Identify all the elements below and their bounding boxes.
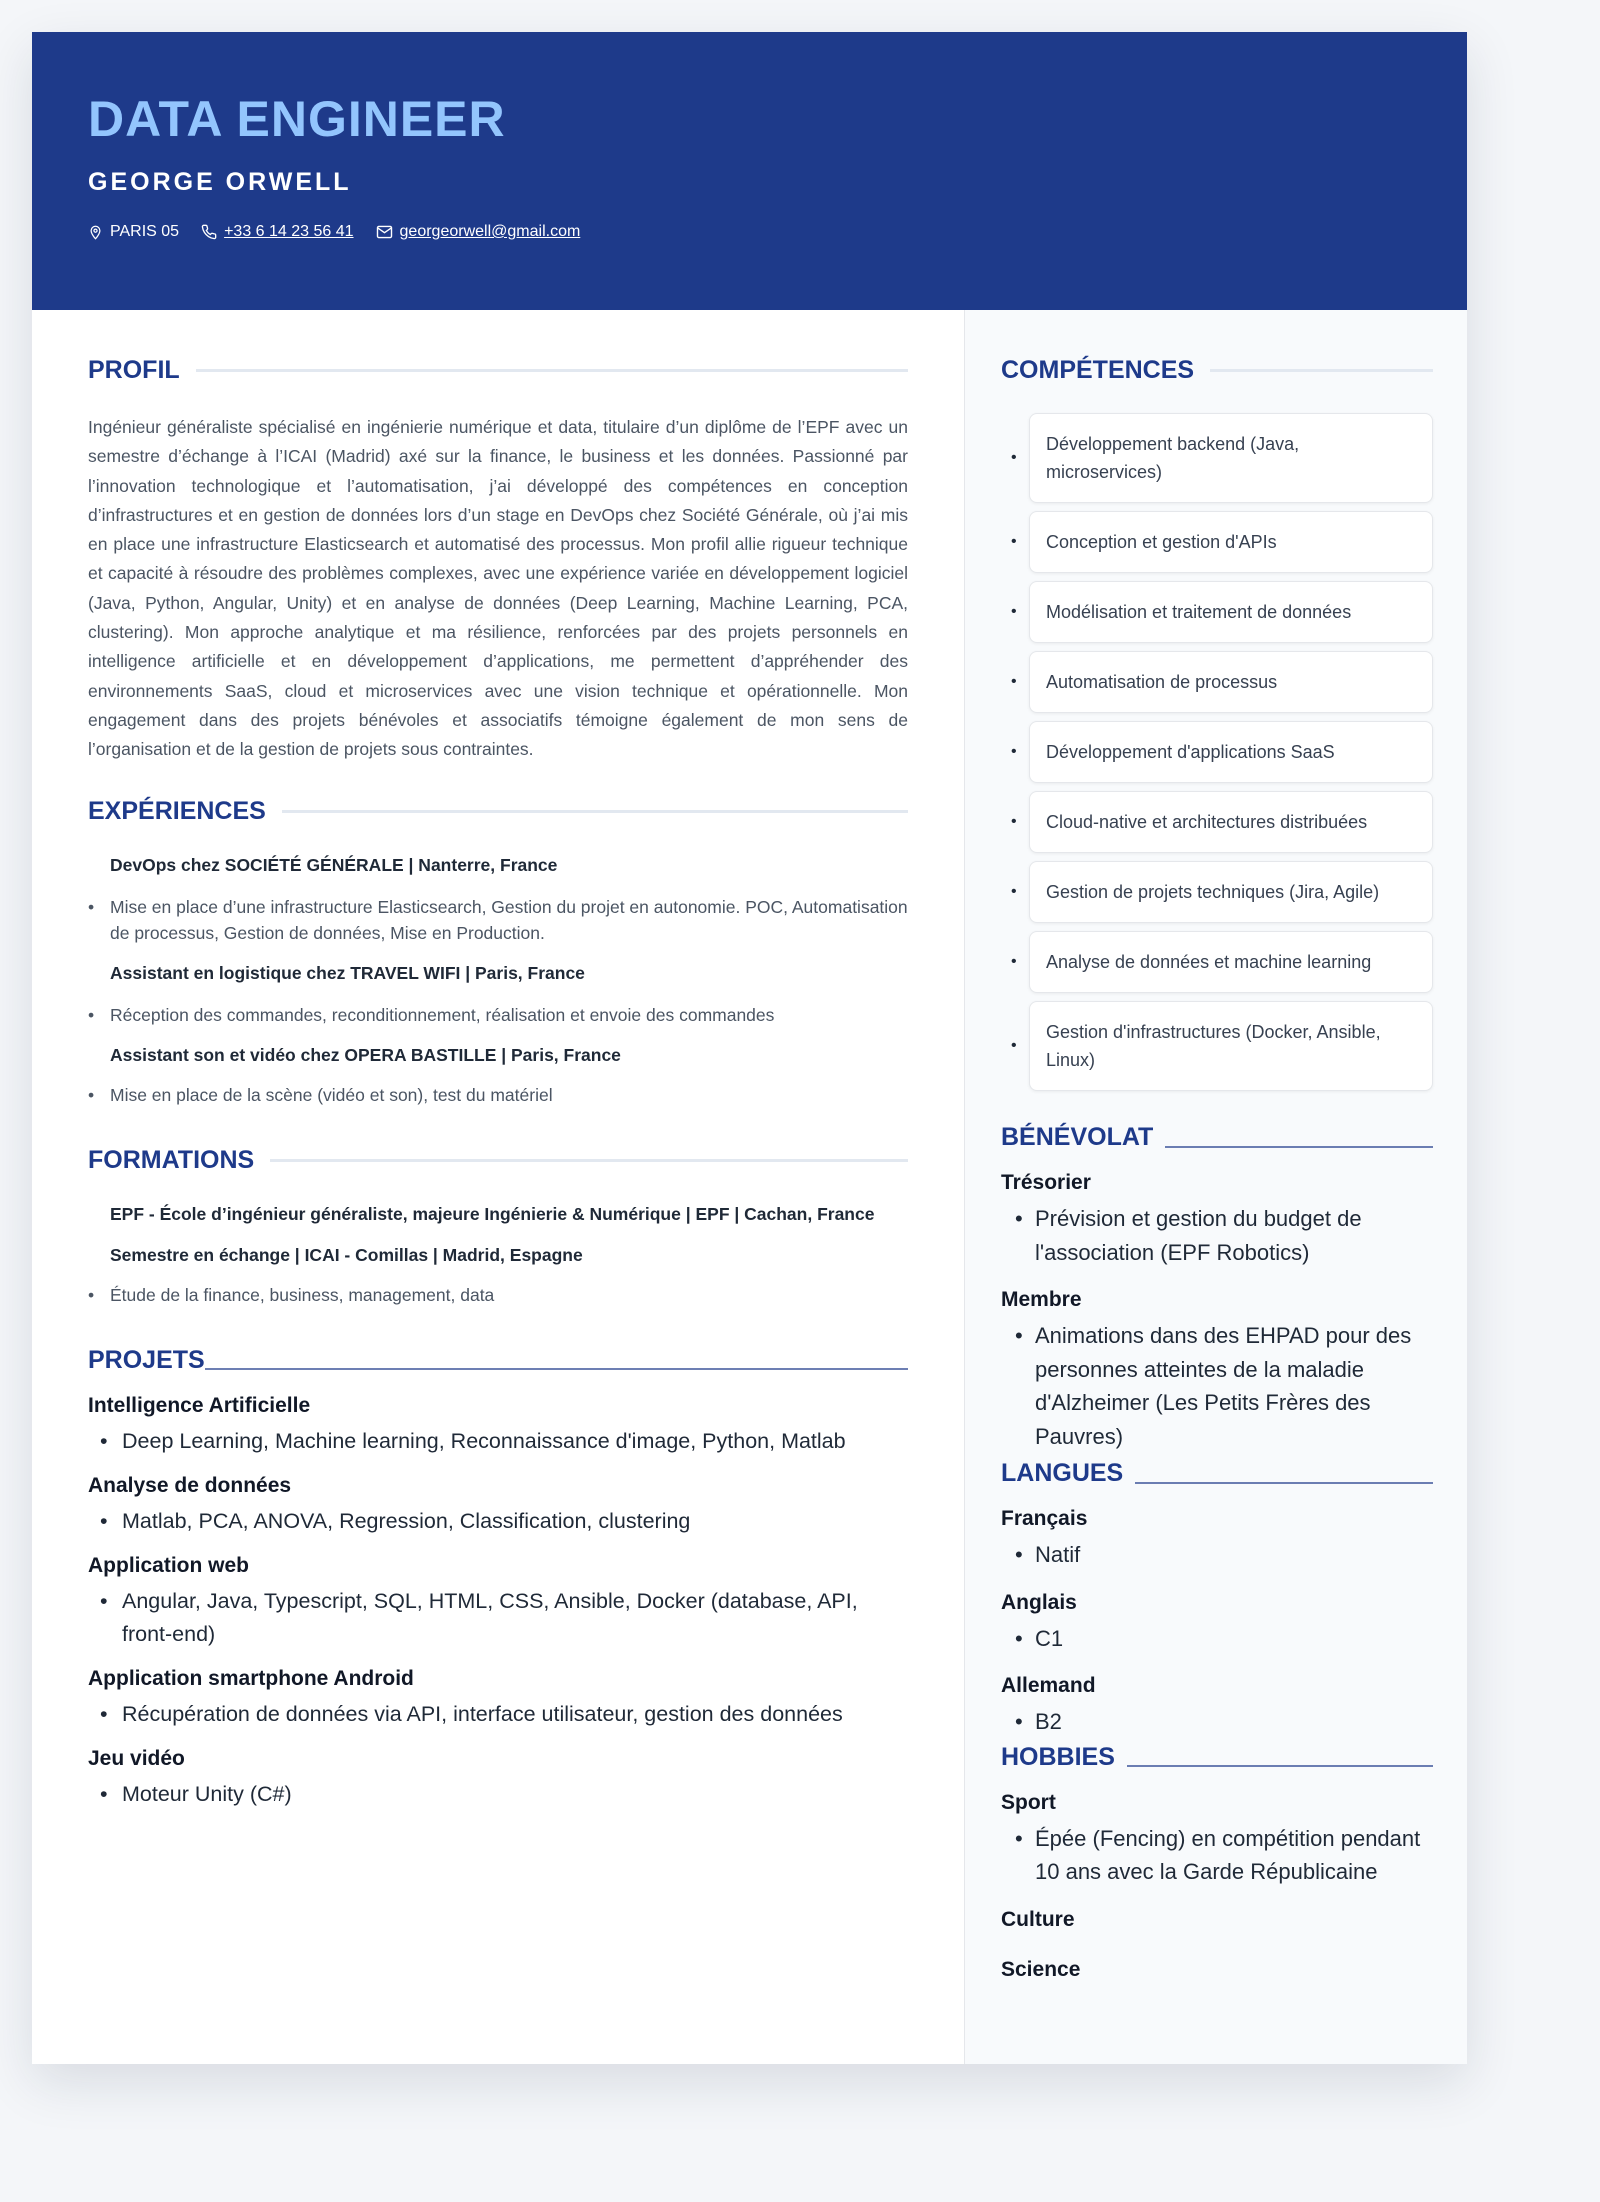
skill-card: Développement d'applications SaaS — [1029, 721, 1433, 783]
sidebar-column — [964, 310, 1467, 2064]
section-divider — [196, 369, 908, 372]
languages-section — [1001, 1461, 1433, 1739]
volunteer-detail-text: Prévision et gestion du budget de l'association (EPF Robotics) — [1035, 1206, 1362, 1265]
skill-item — [1001, 581, 1433, 643]
skill-item — [1001, 721, 1433, 783]
skill-card: Automatisation de processus — [1029, 651, 1433, 713]
hobbies-section — [1001, 1742, 1433, 1983]
bullet-dot: • — [1011, 603, 1017, 620]
languages-title: LANGUES — [1001, 1459, 1124, 1487]
bullet-dot: • — [1011, 449, 1017, 466]
section-divider — [270, 1159, 908, 1162]
project-detail-text: Récupération de données via API, interface utilisateur, gestion des données — [122, 1701, 843, 1726]
language-level — [1001, 1538, 1433, 1572]
skills-section — [1001, 358, 1433, 1091]
bullet-dot: • — [1011, 883, 1017, 900]
bullet-dot: • — [88, 1004, 95, 1025]
skill-card: Développement backend (Java, microservices) — [1029, 413, 1433, 503]
bullet-dot: • — [1011, 813, 1017, 830]
language-level — [1001, 1705, 1433, 1739]
bullet-dot: • — [1011, 953, 1017, 970]
phone-icon — [201, 224, 217, 240]
skill-item — [1001, 511, 1433, 573]
bullet-dot: • — [88, 896, 95, 917]
section-divider — [1127, 1765, 1433, 1767]
skill-card: Modélisation et traitement de données — [1029, 581, 1433, 643]
skill-card: Gestion de projets techniques (Jira, Agile) — [1029, 861, 1433, 923]
section-divider — [1210, 369, 1433, 372]
project-detail — [88, 1505, 908, 1538]
resume-header — [32, 32, 1467, 310]
experience-bullet-text: Mise en place d’une infrastructure Elasticsearch, Gestion du projet en autonomie. POC, Automatisation de processus, Gestion de données, Mise en Production. — [110, 896, 908, 943]
main-column — [32, 310, 964, 2064]
hobbies-title: HOBBIES — [1001, 1742, 1115, 1771]
hobby-detail-text: Épée (Fencing) en compétition pendant 10 ans avec la Garde Républicaine — [1035, 1825, 1421, 1884]
skill-card: Gestion d'infrastructures (Docker, Ansible, Linux) — [1029, 1001, 1433, 1091]
person-name: GEORGE ORWELL — [88, 168, 352, 196]
location-pin-icon — [88, 224, 103, 241]
projects-title: PROJETS — [88, 1345, 205, 1374]
bullet-dot: • — [1011, 533, 1017, 550]
experience-bullet — [88, 894, 908, 946]
projects-section — [88, 1345, 908, 1811]
languages-heading — [1001, 1461, 1433, 1486]
experiences-heading — [88, 796, 908, 825]
project-name: Analyse de données — [88, 1473, 292, 1497]
bullet-dot: • — [100, 1781, 108, 1806]
language-name: Anglais — [1001, 1590, 1077, 1614]
hobbies-heading — [1001, 1742, 1433, 1771]
volunteer-detail-text: Animations dans des EHPAD pour des personnes atteintes de la maladie d'Alzheimer (Les Petits Frères des Pauvres) — [1035, 1323, 1412, 1449]
language-name: Allemand — [1001, 1674, 1096, 1697]
section-divider — [205, 1368, 908, 1370]
bullet-dot: • — [1015, 1206, 1023, 1231]
language-level-text: C1 — [1035, 1625, 1064, 1651]
experience-bullet-text: Mise en place de la scène (vidéo et son), test du matériel — [110, 1084, 553, 1105]
project-detail — [88, 1698, 908, 1731]
skill-item — [1001, 931, 1433, 993]
volunteering-section — [1001, 1125, 1433, 1453]
project-detail-text: Matlab, PCA, ANOVA, Regression, Classification, clustering — [122, 1508, 691, 1533]
bullet-dot: • — [1015, 1825, 1023, 1851]
volunteering-title: BÉNÉVOLAT — [1001, 1123, 1154, 1151]
volunteer-role: Trésorier — [1001, 1171, 1091, 1194]
bullet-dot: • — [100, 1701, 108, 1726]
skill-item — [1001, 1001, 1433, 1091]
resume-body — [32, 310, 1467, 2064]
project-detail — [88, 1778, 908, 1811]
skills-list — [1001, 413, 1433, 1091]
skill-item — [1001, 413, 1433, 503]
section-divider — [282, 810, 908, 813]
project-name: Application web — [88, 1553, 250, 1577]
profile-title: PROFIL — [88, 356, 180, 384]
contact-email[interactable] — [376, 223, 581, 241]
contact-bar — [88, 223, 1411, 241]
skill-item — [1001, 651, 1433, 713]
bullet-dot: • — [1015, 1625, 1023, 1651]
bullet-dot: • — [100, 1508, 108, 1533]
mail-icon — [376, 225, 393, 239]
skills-heading — [1001, 358, 1433, 383]
hobby-name: Science — [1001, 1957, 1081, 1981]
bullet-dot: • — [1015, 1542, 1023, 1567]
hobby-detail — [1001, 1822, 1433, 1889]
hobby-name: Culture — [1001, 1907, 1075, 1931]
hobby-name: Sport — [1001, 1790, 1056, 1814]
profile-section — [88, 358, 908, 765]
formation-heading: Semestre en échange | ICAI - Comillas | Madrid, Espagne — [110, 1244, 583, 1265]
experiences-title: EXPÉRIENCES — [88, 796, 266, 825]
skill-card: Conception et gestion d'APIs — [1029, 511, 1433, 573]
bullet-dot: • — [88, 1284, 95, 1305]
bullet-dot: • — [1011, 1037, 1017, 1054]
location-text: PARIS 05 — [110, 223, 180, 240]
skill-card: Analyse de données et machine learning — [1029, 931, 1433, 993]
volunteer-role: Membre — [1001, 1288, 1082, 1311]
volunteer-detail — [1001, 1202, 1433, 1269]
contact-location — [88, 223, 179, 241]
formation-bullet — [88, 1282, 908, 1308]
language-level-text: Natif — [1035, 1542, 1081, 1567]
project-detail — [88, 1425, 908, 1458]
experience-bullet — [88, 1082, 908, 1108]
bullet-dot: • — [88, 1084, 95, 1105]
bullet-dot: • — [1015, 1323, 1023, 1348]
formation-bullet-text: Étude de la finance, business, management, data — [110, 1284, 495, 1305]
projects-heading — [88, 1345, 908, 1374]
language-name: Français — [1001, 1507, 1088, 1530]
profile-heading — [88, 358, 908, 383]
bullet-dot: • — [100, 1588, 108, 1613]
experiences-section — [88, 796, 908, 1108]
project-name: Application smartphone Android — [88, 1666, 414, 1690]
skills-title: COMPÉTENCES — [1001, 356, 1195, 384]
project-name: Jeu vidéo — [88, 1746, 185, 1770]
resume-page — [32, 32, 1467, 2064]
project-name: Intelligence Artificielle — [88, 1393, 311, 1417]
experience-heading: DevOps chez SOCIÉTÉ GÉNÉRALE | Nanterre, France — [110, 854, 558, 875]
volunteering-heading — [1001, 1125, 1433, 1150]
experience-bullet-text: Réception des commandes, reconditionnement, réalisation et envoie des commandes — [110, 1004, 775, 1025]
language-level — [1001, 1622, 1433, 1656]
formations-title: FORMATIONS — [88, 1145, 255, 1174]
skill-item — [1001, 791, 1433, 853]
project-detail-text: Moteur Unity (C#) — [122, 1781, 292, 1806]
formations-section — [88, 1145, 908, 1308]
formations-heading — [88, 1145, 908, 1174]
bullet-dot: • — [1011, 743, 1017, 760]
project-detail — [88, 1585, 908, 1651]
section-divider — [1165, 1146, 1433, 1148]
skill-card: Cloud-native et architectures distribuées — [1029, 791, 1433, 853]
section-divider — [1135, 1482, 1433, 1484]
project-detail-text: Angular, Java, Typescript, SQL, HTML, CSS, Ansible, Docker (database, API, front-end) — [122, 1588, 858, 1646]
contact-phone[interactable] — [201, 223, 353, 241]
bullet-dot: • — [1011, 673, 1017, 690]
experience-heading: Assistant son et vidéo chez OPERA BASTILLE | Paris, France — [110, 1044, 621, 1065]
language-level-text: B2 — [1035, 1709, 1062, 1734]
skill-item — [1001, 861, 1433, 923]
bullet-dot: • — [1015, 1709, 1023, 1734]
experience-heading: Assistant en logistique chez TRAVEL WIFI | Paris, France — [110, 962, 585, 983]
profile-text: Ingénieur généraliste spécialisé en ingénierie numérique et data, titulaire d’un diplôme de l’EPF avec un semestre d’échange à l’ICAI (Madrid) axé sur la finance, le business et les données. Passionné par l’innovation technologique et l’automatisation, j’ai développé des compétences en conception d’infrastructures et en gestion de données lors d’un stage en DevOps chez Société Générale, où j’ai mis en place une infrastructure Elasticsearch et automatisé des processus. Mon profil allie rigueur technique et capacité à résoudre des problèmes complexes, avec une expérience variée en développement logiciel (Java, Python, Angular, Unity) et en analyse de données (Deep Learning, Machine Learning, PCA, clustering). Mon approche analytique et ma résilience, renforcées par des projets personnels en intelligence artificielle et en développement d’applications, me permettent d’appréhender des environnements SaaS, cloud et microservices avec une vision technique et opérationnelle. Mon engagement dans des projets bénévoles et associatifs témoigne également de mon sens de l’organisation et de la gestion de projets sous contraintes. — [88, 417, 908, 760]
phone-link[interactable]: +33 6 14 23 56 41 — [224, 223, 354, 240]
experience-bullet — [88, 1002, 908, 1028]
email-link[interactable]: georgeorwell@gmail.com — [399, 223, 581, 240]
job-title: DATA ENGINEER — [88, 91, 506, 147]
formation-heading: EPF - École d’ingénieur généraliste, majeure Ingénierie & Numérique | EPF | Cachan, France — [110, 1203, 875, 1224]
bullet-dot: • — [100, 1428, 108, 1453]
volunteer-detail — [1001, 1319, 1433, 1453]
project-detail-text: Deep Learning, Machine learning, Reconnaissance d'image, Python, Matlab — [122, 1428, 846, 1453]
